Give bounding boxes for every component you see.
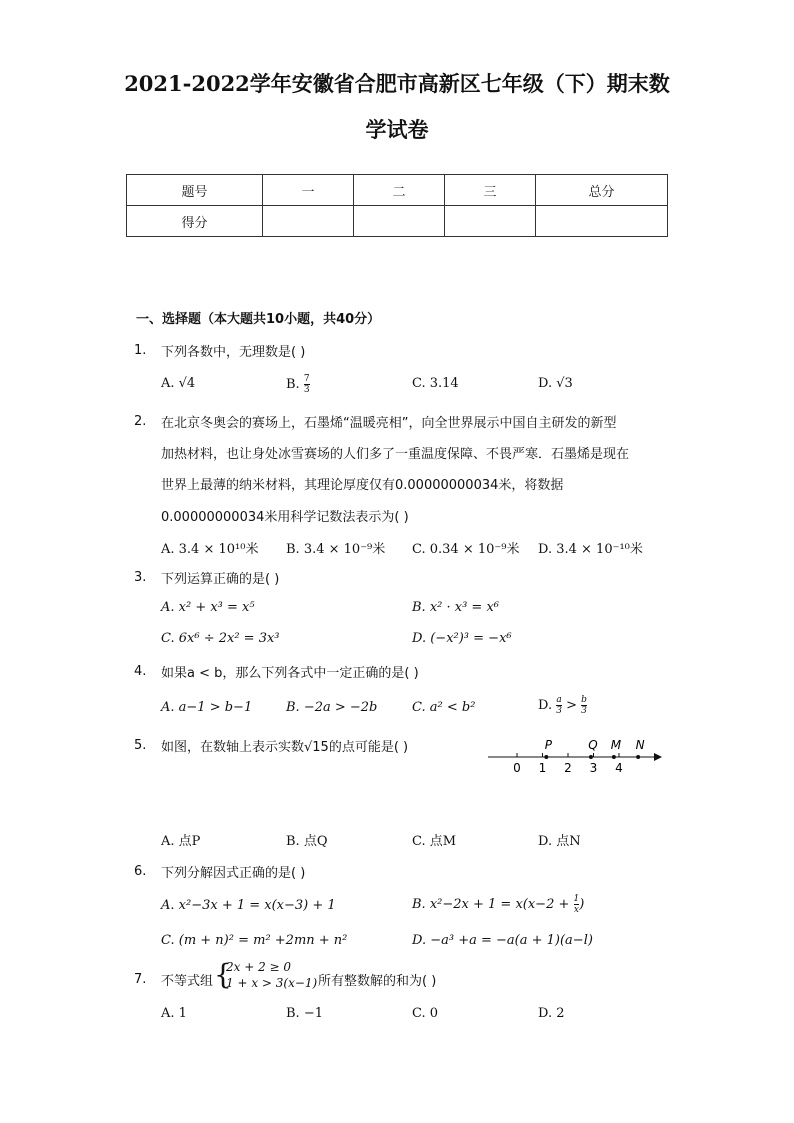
- question-number: 7.: [134, 972, 147, 987]
- point-label: N: [635, 738, 645, 752]
- tick-label: 4: [615, 761, 623, 775]
- question-number: 2.: [134, 414, 147, 429]
- option-c[interactable]: C. a² < b²: [412, 700, 476, 715]
- numerator: 1: [573, 894, 580, 904]
- option-d[interactable]: D. 点N: [538, 834, 581, 849]
- question-number: 4.: [134, 664, 147, 679]
- option-c[interactable]: C. 0: [412, 1006, 439, 1021]
- table-cell: 一: [263, 175, 354, 206]
- question-number: 1.: [134, 343, 147, 358]
- number-line-figure: [480, 730, 670, 780]
- question-stem: 下列各数中，无理数是( ): [161, 345, 306, 360]
- table-cell: 三: [445, 175, 536, 206]
- title-line-2: 学试卷: [365, 117, 429, 142]
- numerator: 7: [303, 374, 310, 384]
- question-stem-suffix: 所有整数解的和为( ): [318, 974, 437, 989]
- numerator: a: [556, 695, 562, 705]
- option-d[interactable]: D. 3.4 × 10⁻¹⁰米: [538, 542, 643, 557]
- question-stem-line: 0.00000000034米用科学记数法表示为( ): [161, 510, 409, 525]
- title-line-1: 2021-2022学年安徽省合肥市高新区七年级（下）期末数: [124, 71, 670, 96]
- option-d[interactable]: D. √3: [538, 376, 573, 391]
- table-row: [127, 175, 668, 206]
- option-a[interactable]: A. 点P: [161, 834, 201, 849]
- point-label: P: [544, 738, 552, 752]
- axis-point: [636, 755, 640, 759]
- question-stem-line: 世界上最薄的纳米材料，其理论厚度仅有0.00000000034米，将数据: [161, 478, 564, 493]
- option-c[interactable]: C. 0.34 × 10⁻⁹米: [412, 542, 520, 557]
- denominator: x: [573, 905, 579, 915]
- table-row: [127, 206, 668, 237]
- question-stem: 如果a < b，那么下列各式中一定正确的是( ): [161, 666, 419, 681]
- table-cell[interactable]: [354, 206, 445, 237]
- tick-label: 0: [513, 761, 521, 775]
- option-d[interactable]: [538, 695, 587, 716]
- axis-point: [589, 755, 593, 759]
- option-a[interactable]: A. x² + x³ = x⁵: [161, 600, 255, 615]
- option-d[interactable]: D. 2: [538, 1006, 565, 1021]
- question-number: 3.: [134, 570, 147, 585]
- fraction: [581, 695, 587, 716]
- table-cell[interactable]: [536, 206, 668, 237]
- fraction: [556, 695, 562, 716]
- option-a[interactable]: A. a−1 > b−1: [161, 700, 253, 715]
- arrow-icon: [654, 753, 662, 761]
- point-label: M: [610, 738, 622, 752]
- question-stem: 如图，在数轴上表示实数√15的点可能是( ): [161, 740, 409, 755]
- option-d[interactable]: D. (−x²)³ = −x⁶: [412, 631, 512, 646]
- denominator: 3: [303, 385, 310, 395]
- option-text: B. x²−2x + 1 = x(x−2 +: [412, 897, 574, 912]
- option-b[interactable]: [286, 374, 310, 395]
- question-stem-line: 加热材料，也让身处冰雪赛场的人们多了一重温度保障、不畏严寒．石墨烯是现在: [161, 447, 630, 462]
- axis-points: [544, 738, 644, 759]
- tick-label: 3: [589, 761, 598, 775]
- question-stem-line: 在北京冬奥会的赛场上，石墨烯“温暖亮相”，向全世界展示中国自主研发的新型: [161, 416, 617, 431]
- tick-label: 2: [564, 761, 572, 775]
- option-a[interactable]: A. 1: [161, 1006, 187, 1021]
- greater-than: >: [566, 698, 578, 713]
- option-c[interactable]: C. (m + n)² = m² +2mn + n²: [161, 933, 348, 948]
- option-b[interactable]: B. 点Q: [286, 834, 328, 849]
- table-cell: 总分: [536, 175, 668, 206]
- option-b[interactable]: B. −2a > −2b: [286, 700, 378, 715]
- option-c[interactable]: C. 6x⁶ ÷ 2x² = 3x³: [161, 631, 280, 646]
- denominator: 3: [556, 706, 562, 716]
- question-number: 5.: [134, 738, 147, 753]
- numerator: b: [581, 695, 587, 705]
- option-b[interactable]: B. −1: [286, 1006, 323, 1021]
- score-table: [126, 174, 668, 237]
- axis-point: [544, 755, 548, 759]
- table-cell[interactable]: [263, 206, 354, 237]
- axis-ticks: [513, 753, 623, 775]
- option-b[interactable]: B. 3.4 × 10⁻⁹米: [286, 542, 386, 557]
- table-cell: 二: [354, 175, 445, 206]
- tick-label: 1: [538, 761, 547, 775]
- section-heading: 一、选择题（本大题共10小题，共40分）: [136, 312, 381, 327]
- option-a[interactable]: A. x²−3x + 1 = x(x−3) + 1: [161, 898, 336, 913]
- option-d[interactable]: D. −a³ +a = −a(a + 1)(a−l): [412, 933, 593, 948]
- option-b[interactable]: [412, 894, 584, 915]
- option-a[interactable]: A. √4: [161, 376, 196, 391]
- option-label: B.: [286, 377, 300, 392]
- option-a[interactable]: A. 3.4 × 10¹⁰米: [161, 542, 259, 557]
- question-number: 6.: [134, 864, 147, 879]
- option-b[interactable]: B. x² · x³ = x⁶: [412, 600, 500, 615]
- inequality-line: 2x + 2 ≥ 0: [226, 960, 292, 974]
- brace-icon: {: [214, 958, 232, 991]
- option-text: ): [579, 897, 585, 912]
- inequality-line: 1 + x > 3(x−1): [226, 976, 318, 990]
- question-stem: 下列分解因式正确的是( ): [161, 866, 306, 881]
- option-c[interactable]: C. 点M: [412, 834, 457, 849]
- question-stem-prefix: 不等式组: [161, 974, 214, 989]
- table-cell: 得分: [127, 206, 263, 237]
- fraction: [304, 374, 310, 395]
- axis-point: [612, 755, 616, 759]
- denominator: 3: [581, 706, 587, 716]
- table-cell: 题号: [127, 175, 263, 206]
- point-label: Q: [588, 738, 598, 752]
- option-label: D.: [538, 698, 553, 713]
- option-c[interactable]: C. 3.14: [412, 376, 459, 391]
- table-cell[interactable]: [445, 206, 536, 237]
- question-stem: 下列运算正确的是( ): [161, 572, 280, 587]
